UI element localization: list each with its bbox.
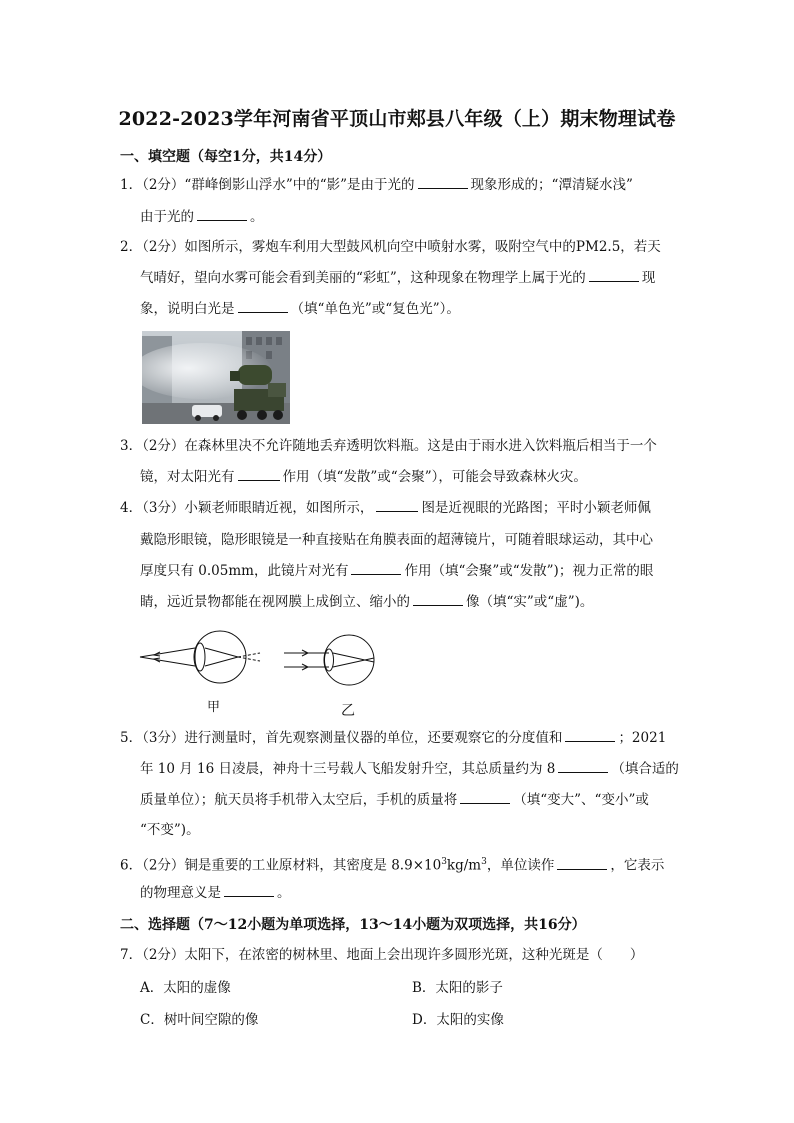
- question-4-line-4: [140, 592, 700, 612]
- question-4-line-1: [120, 498, 680, 518]
- option-d: D．太阳的实像: [412, 1012, 504, 1028]
- question-text: （填“变大”、“变小”或: [513, 792, 649, 808]
- answer-blank: [238, 467, 280, 481]
- question-text: 。: [250, 209, 264, 225]
- question-text: ，它表示: [610, 857, 665, 874]
- question-text: 质量单位）；航天员将手机带入太空后，手机的质量将: [140, 792, 458, 808]
- question-4-line-3: [140, 561, 700, 581]
- question-text: 作用（填“会聚”或“发散”)；视力正常的眼: [404, 563, 654, 579]
- fog-cannon-truck-photo: [142, 331, 290, 424]
- question-6-line-1: [120, 852, 680, 876]
- question-text: 6．（2分）铜是重要的工业原材料，其密度是 8.9×10: [120, 857, 442, 874]
- answer-blank: [376, 498, 418, 512]
- question-text: ，单位读作: [486, 857, 555, 874]
- answer-blank: [197, 207, 247, 221]
- question-text: 象，说明白光是: [140, 301, 235, 317]
- question-2-line-2: [140, 268, 700, 288]
- page-title: 2022-2023学年河南省平顶山市郏县八年级（上）期末物理试卷: [118, 108, 676, 130]
- question-2-line-3: [140, 299, 700, 319]
- question-text: 镜，对太阳光有: [140, 469, 235, 485]
- exponent: 3: [441, 857, 447, 867]
- answer-blank: [413, 592, 463, 606]
- question-1-line-1: [120, 175, 680, 195]
- answer-blank: [224, 883, 274, 897]
- question-text: 的物理意义是: [140, 885, 221, 901]
- answer-blank: [565, 728, 615, 742]
- answer-blank: [460, 790, 510, 804]
- section-heading-choice: 二、选择题（7～12小题为单项选择，13～14小题为双项选择，共16分）: [120, 917, 586, 933]
- answer-blank: [557, 856, 607, 870]
- section-heading-fill: 一、填空题（每空1分，共14分）: [120, 149, 332, 165]
- question-text: 像（填“实”或“虚”)。: [466, 594, 594, 610]
- question-2-line-1: 2．（2分）如图所示，雾炮车利用大型鼓风机向空中喷射水雾，吸附空气中的PM2.5，若天: [120, 239, 661, 255]
- question-4-line-2: 戴隐形眼镜，隐形眼镜是一种直接贴在角膜表面的超薄镜片，可随着眼球运动，其中心: [140, 532, 653, 548]
- question-text: 作用（填“发散”或“会聚”），可能会导致森林火灾。: [282, 469, 587, 485]
- question-5-line-3: [140, 790, 700, 810]
- question-text: kg/m: [446, 857, 482, 874]
- question-5-line-2: [140, 759, 700, 779]
- question-text: 年 10 月 16 日凌晨，神舟十三号载人飞船发射升空，其总质量约为 8: [140, 761, 556, 777]
- question-1-line-2: [140, 207, 700, 227]
- question-text: 5．（3分）进行测量时，首先观察测量仪器的单位，还要观察它的分度值和: [120, 730, 563, 746]
- eye-diagram-a: [140, 631, 260, 683]
- question-text: 现象形成的；“潭清疑水浅”: [470, 177, 633, 193]
- question-text: 气晴好，望向水雾可能会看到美丽的“彩虹”，这种现象在物理学上属于光的: [140, 270, 586, 286]
- option-c: C．树叶间空隙的像: [140, 1012, 259, 1028]
- question-text: 1．（2分）“群峰倒影山浮水”中的“影”是由于光的: [120, 177, 415, 193]
- question-text: 现: [641, 270, 656, 286]
- answer-blank: [589, 268, 639, 282]
- question-text: 。: [277, 885, 291, 901]
- question-3-line-1: 3．（2分）在森林里决不允许随地丢弃透明饮料瓶。这是由于雨水进入饮料瓶后相当于一个: [120, 438, 657, 454]
- exponent: 3: [481, 857, 487, 867]
- diagram-label-b: 乙: [341, 703, 355, 719]
- answer-blank: [351, 561, 401, 575]
- question-6-line-2: [140, 883, 700, 903]
- question-5-line-4: “不变”)。: [140, 822, 200, 838]
- answer-blank: [418, 175, 468, 189]
- answer-blank: [558, 759, 608, 773]
- option-b: B．太阳的影子: [412, 980, 503, 996]
- diagram-label-a: 甲: [207, 700, 221, 715]
- question-5-line-1: [120, 728, 680, 748]
- eye-optics-diagram: [134, 628, 394, 720]
- question-text: 4．（3分）小颖老师眼睛近视，如图所示，: [120, 500, 374, 516]
- question-3-line-2: [140, 467, 700, 487]
- question-text: （填“单色光”或“复色光”）。: [290, 301, 460, 317]
- question-text: 睛，远近景物都能在视网膜上成倒立、缩小的: [140, 594, 410, 610]
- question-7-stem: 7．（2分）太阳下，在浓密的树林里、地面上会出现许多圆形光斑，这种光斑是（ ）: [120, 947, 644, 963]
- question-text: 图是近视眼的光路图；平时小颖老师佩: [421, 500, 651, 516]
- question-text: 厚度只有 0.05mm，此镜片对光有: [140, 563, 349, 579]
- option-a: A．太阳的虚像: [140, 980, 231, 996]
- answer-blank: [238, 299, 288, 313]
- question-text: （填合适的: [611, 761, 679, 777]
- eye-diagram-b: [284, 635, 374, 685]
- question-text: ；2021: [618, 730, 667, 746]
- question-text: 由于光的: [140, 209, 194, 225]
